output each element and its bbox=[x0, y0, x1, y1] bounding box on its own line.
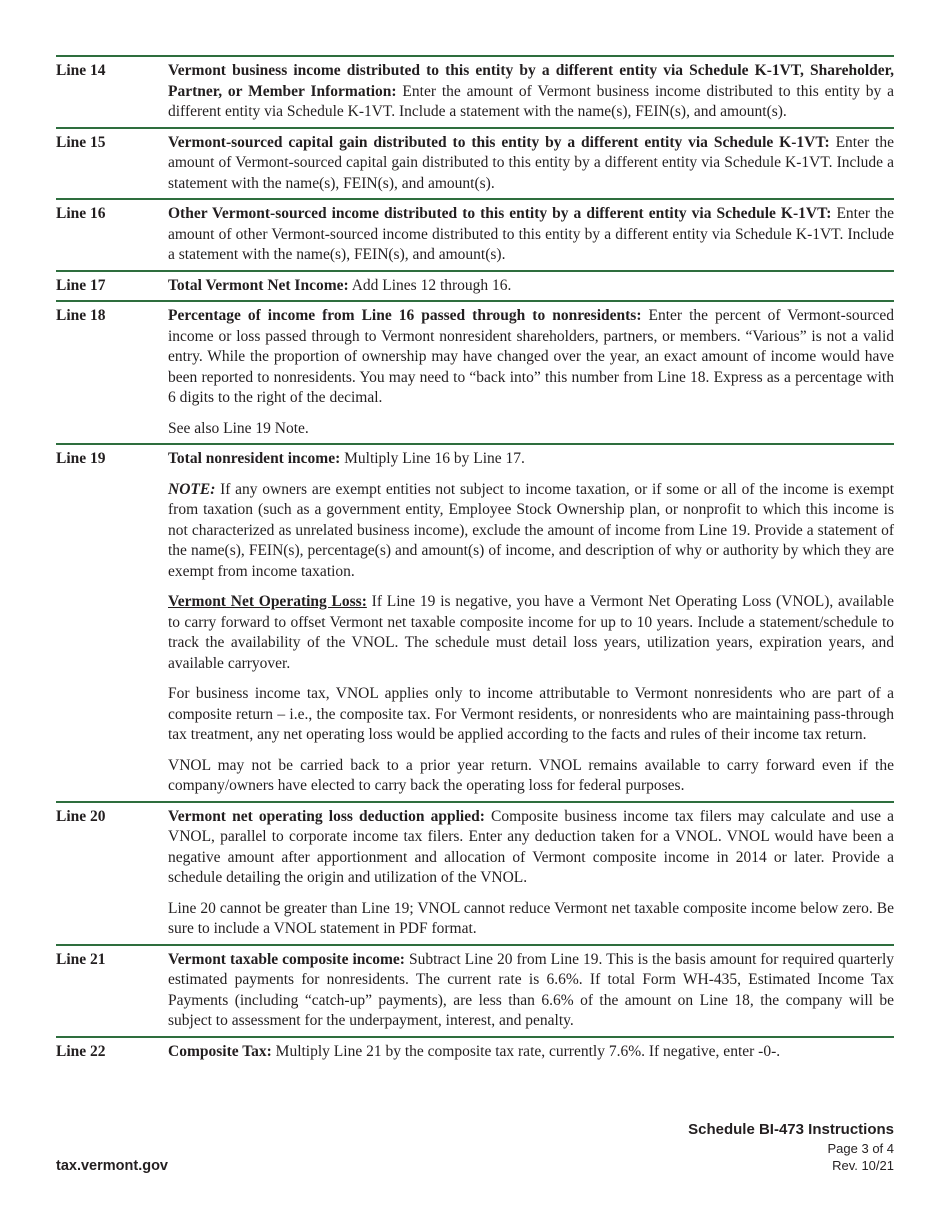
line-label: Line 17 bbox=[56, 276, 106, 294]
line-label: Line 18 bbox=[56, 307, 106, 324]
line-heading: Percentage of income from Line 16 passed through to nonresidents: bbox=[168, 307, 642, 324]
line-text: For business income tax, VNOL applies only to income attributable to Vermont nonresidents who are part of a composite return – i.e., the composite tax. For Vermont residents, or nonresidents who are maintaining pass-through tax treatment, any net operating loss would be applied according to the facts and rules of their income tax return. bbox=[168, 685, 894, 743]
line-body bbox=[168, 276, 894, 297]
line-paragraph bbox=[168, 592, 894, 674]
line-paragraph bbox=[168, 950, 894, 1032]
line-label: Line 22 bbox=[56, 1042, 106, 1060]
line-text: Multiply Line 21 by the composite tax rate, currently 7.6%. If negative, enter -0-. bbox=[275, 1042, 781, 1060]
line-heading: Composite Tax: bbox=[168, 1042, 272, 1060]
line-entry bbox=[56, 944, 894, 1036]
footer-revision: Rev. 10/21 bbox=[832, 1158, 894, 1173]
line-text: Subtract Line 20 from Line 19. This is the basis amount for required quarterly estimated payments for nonresidents. The current rate is 6.6%. If total Form WH-435, Estimated Income Tax Payments (including “catch-up” payments), are less than 6.6% of the amount on Line 18, the company will be subject to assessment for the underpayment, interest, and penalty. bbox=[168, 950, 895, 1029]
line-label: Line 16 bbox=[56, 205, 106, 222]
line-body bbox=[168, 133, 894, 195]
line-entry bbox=[56, 1036, 894, 1067]
line-paragraph bbox=[168, 899, 894, 940]
line-heading: Other Vermont-sourced income distributed to this entity by a different entity via Schedule K-1VT: bbox=[168, 205, 832, 222]
line-text: If any owners are exempt entities not subject to income taxation, or if some or all of the income is exempt from taxation (such as a government entity, Employee Stock Ownership plan, or nonprofit to which this income is not characterized as unrelated business income), exclude the amount of income from Line 19. Provide a statement of the name(s), FEIN(s), percentage(s) and amount(s) of income, and description of why or authority by which they are exempt from income taxation. bbox=[168, 480, 894, 580]
line-paragraph bbox=[168, 684, 894, 746]
line-paragraph bbox=[168, 419, 894, 440]
line-heading: Vermont taxable composite income: bbox=[168, 950, 405, 968]
line-text: If Line 19 is negative, you have a Vermont Net Operating Loss (VNOL), available to carry forward to offset Vermont net taxable composite income for up to 10 years. Include a statement/schedule to track the availability of the VNOL. The schedule must detail loss years, utilization years, expiration years, and available carryover. bbox=[168, 593, 894, 672]
line-paragraph bbox=[168, 807, 894, 889]
line-heading: Vermont-sourced capital gain distributed to this entity by a different entity via Schedule K-1VT: bbox=[168, 133, 830, 151]
line-body bbox=[168, 449, 894, 797]
line-text: Add Lines 12 through 16. bbox=[351, 276, 512, 294]
line-label: Line 19 bbox=[56, 450, 106, 467]
line-paragraph bbox=[168, 756, 894, 797]
line-label: Line 20 bbox=[56, 807, 106, 825]
line-entry bbox=[56, 443, 894, 801]
line-text: Enter the amount of Vermont business income distributed to this entity by a different entity via Schedule K-1VT. Include a statement with the name(s), FEIN(s), and amount(s). bbox=[168, 82, 895, 120]
line-text: Enter the amount of other Vermont-sourced income distributed to this entity by a different entity via Schedule K-1VT. Include a statement with the name(s), FEIN(s), and amount(s). bbox=[168, 205, 894, 263]
footer-info bbox=[688, 1120, 894, 1174]
line-text: Composite business income tax filers may calculate and use a VNOL, parallel to corporate income tax filers. Enter any deduction taken for a VNOL. VNOL would have been a negative amount after apportionment and allocation of Vermont composite income in 2014 or later. Provide a schedule detailing the origin and utilization of the VNOL. bbox=[168, 807, 895, 886]
line-entry bbox=[56, 198, 894, 270]
line-entry bbox=[56, 127, 894, 199]
line-text: Enter the percent of Vermont-sourced income or loss passed through to Vermont nonresident shareholders, partners, or members. “Various” is not a valid entry. While the proportion of ownership may have changed over the year, an exact amount of income would have been reported to nonresidents. You may need to “back into” this number from Line 18. Express as a percentage with 6 digits to the right of the decimal. bbox=[168, 307, 895, 406]
line-label: Line 21 bbox=[56, 950, 106, 968]
line-paragraph bbox=[168, 204, 894, 266]
line-heading: Total Vermont Net Income: bbox=[168, 276, 349, 294]
instructions-list bbox=[56, 55, 894, 1066]
line-heading: Vermont business income distributed to this entity by a different entity via Schedule K-1VT, Shareholder, Partner, or Member Information: bbox=[168, 62, 894, 100]
line-paragraph bbox=[168, 61, 894, 123]
line-body bbox=[168, 1042, 894, 1063]
line-entry bbox=[56, 801, 894, 944]
line-entry bbox=[56, 300, 894, 443]
line-text: See also Line 19 Note. bbox=[168, 419, 309, 437]
line-body bbox=[168, 306, 894, 439]
subsection-heading: Vermont Net Operating Loss: bbox=[168, 593, 367, 610]
line-heading: Vermont net operating loss deduction applied: bbox=[168, 807, 485, 825]
line-label: Line 14 bbox=[56, 62, 106, 79]
line-text: Line 20 cannot be greater than Line 19; VNOL cannot reduce Vermont net taxable composite income below zero. Be sure to include a VNOL statement in PDF format. bbox=[168, 899, 894, 937]
line-label: Line 15 bbox=[56, 133, 106, 151]
line-body bbox=[168, 807, 894, 940]
line-paragraph bbox=[168, 306, 894, 409]
line-body bbox=[168, 204, 894, 266]
line-body bbox=[168, 950, 894, 1032]
line-text: Enter the amount of Vermont-sourced capital gain distributed to this entity by a different entity via Schedule K-1VT. Include a statement with the name(s), FEIN(s), and amount(s). bbox=[168, 133, 894, 192]
line-text: VNOL may not be carried back to a prior year return. VNOL remains available to carry forward even if the company/owners have elected to carry back the operating loss for federal purposes. bbox=[168, 756, 894, 794]
line-entry bbox=[56, 270, 894, 301]
footer-website[interactable]: tax.vermont.gov bbox=[56, 1158, 168, 1174]
footer-doc-title: Schedule BI-473 Instructions bbox=[688, 1121, 894, 1138]
line-paragraph bbox=[168, 1042, 894, 1063]
line-paragraph bbox=[168, 480, 894, 583]
note-heading: NOTE: bbox=[168, 480, 216, 498]
footer-page-number: Page 3 of 4 bbox=[827, 1141, 894, 1156]
line-entry bbox=[56, 55, 894, 127]
line-text: Multiply Line 16 by Line 17. bbox=[344, 450, 525, 467]
line-paragraph bbox=[168, 276, 894, 297]
line-paragraph bbox=[168, 449, 894, 470]
line-body bbox=[168, 61, 894, 123]
line-heading: Total nonresident income: bbox=[168, 450, 341, 467]
line-paragraph bbox=[168, 133, 894, 195]
